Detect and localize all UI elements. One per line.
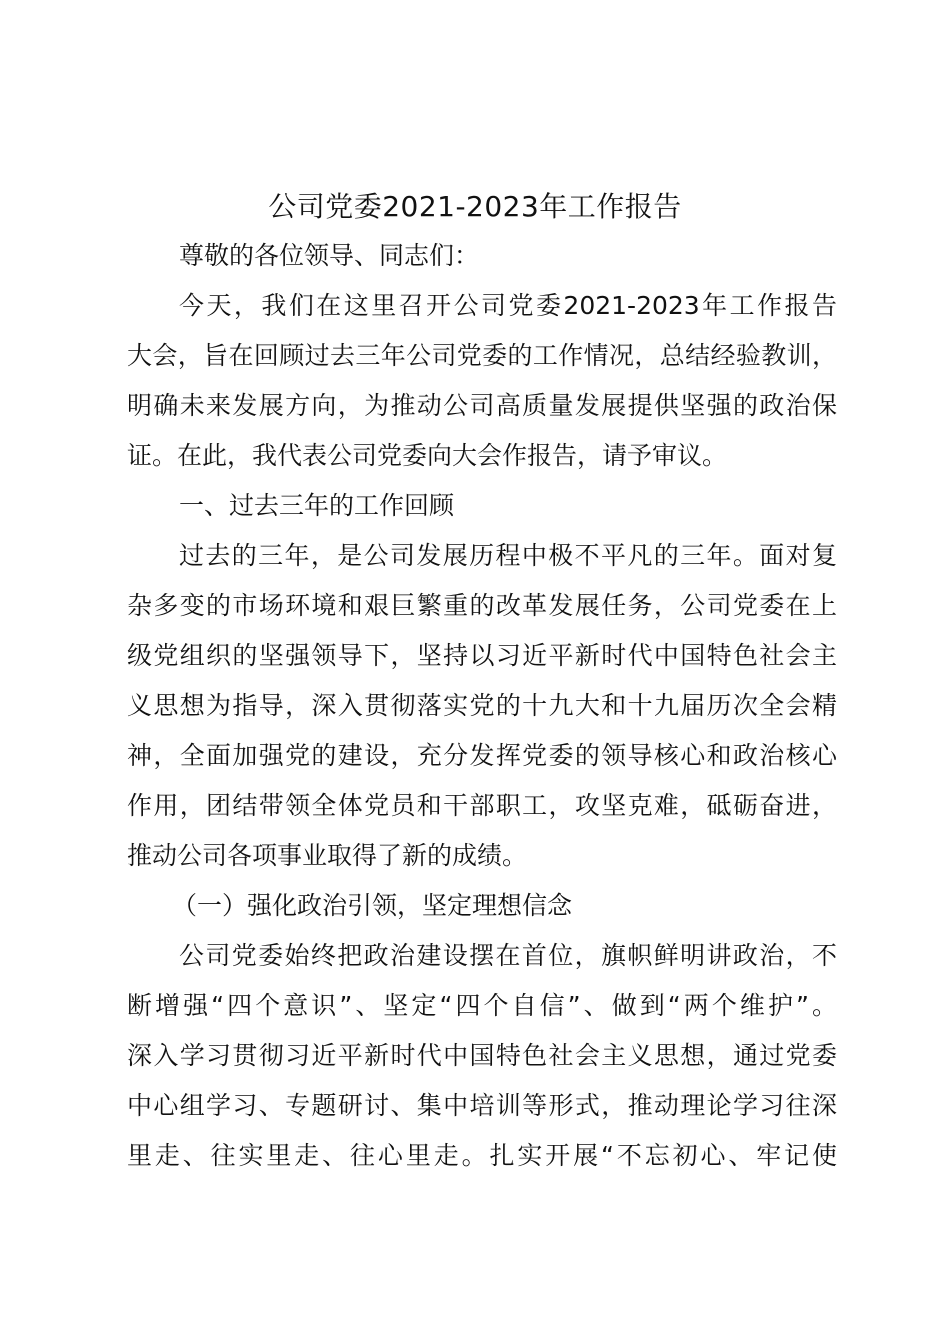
subsection-body-line: 中心组学习、专题研讨、集中培训等形式，推动理论学习往深 (127, 1091, 837, 1120)
section-body-line: 推动公司各项事业取得了新的成绩。 (127, 841, 528, 870)
subsection-body-line: 公司党委始终把政治建设摆在首位，旗帜鲜明讲政治，不 (179, 941, 837, 970)
subsection-body-line: 里走、往实里走、往心里走。扎实开展“不忘初心、牢记使 (127, 1141, 837, 1170)
subsection-heading: （一）强化政治引领，坚定理想信念 (172, 891, 573, 920)
document-title: 公司党委2021-2023年工作报告 (268, 190, 682, 223)
subsection-body-line: 深入学习贯彻习近平新时代中国特色社会主义思想，通过党委 (127, 1041, 837, 1070)
section-body-line: 神，全面加强党的建设，充分发挥党委的领导核心和政治核心 (127, 741, 837, 770)
intro-line: 明确未来发展方向，为推动公司高质量发展提供坚强的政治保 (127, 391, 837, 420)
salutation: 尊敬的各位领导、同志们： (179, 241, 480, 270)
section-heading: 一、过去三年的工作回顾 (179, 491, 455, 520)
section-body-line: 杂多变的市场环境和艰巨繁重的改革发展任务，公司党委在上 (127, 591, 837, 620)
section-body-line: 义思想为指导，深入贯彻落实党的十九大和十九届历次全会精 (127, 691, 837, 720)
intro-line: 今天，我们在这里召开公司党委2021-2023年工作报告 (179, 291, 837, 320)
section-body-line: 作用，团结带领全体党员和干部职工，攻坚克难，砥砺奋进， (127, 791, 837, 820)
section-body-line: 级党组织的坚强领导下，坚持以习近平新时代中国特色社会主 (127, 641, 837, 670)
section-body-line: 过去的三年，是公司发展历程中极不平凡的三年。面对复 (179, 541, 837, 570)
subsection-body-line: 断增强“四个意识”、坚定“四个自信”、做到“两个维护”。 (127, 991, 837, 1020)
intro-line: 证。在此，我代表公司党委向大会作报告，请予审议。 (127, 441, 728, 470)
intro-line: 大会，旨在回顾过去三年公司党委的工作情况，总结经验教训， (127, 341, 837, 370)
